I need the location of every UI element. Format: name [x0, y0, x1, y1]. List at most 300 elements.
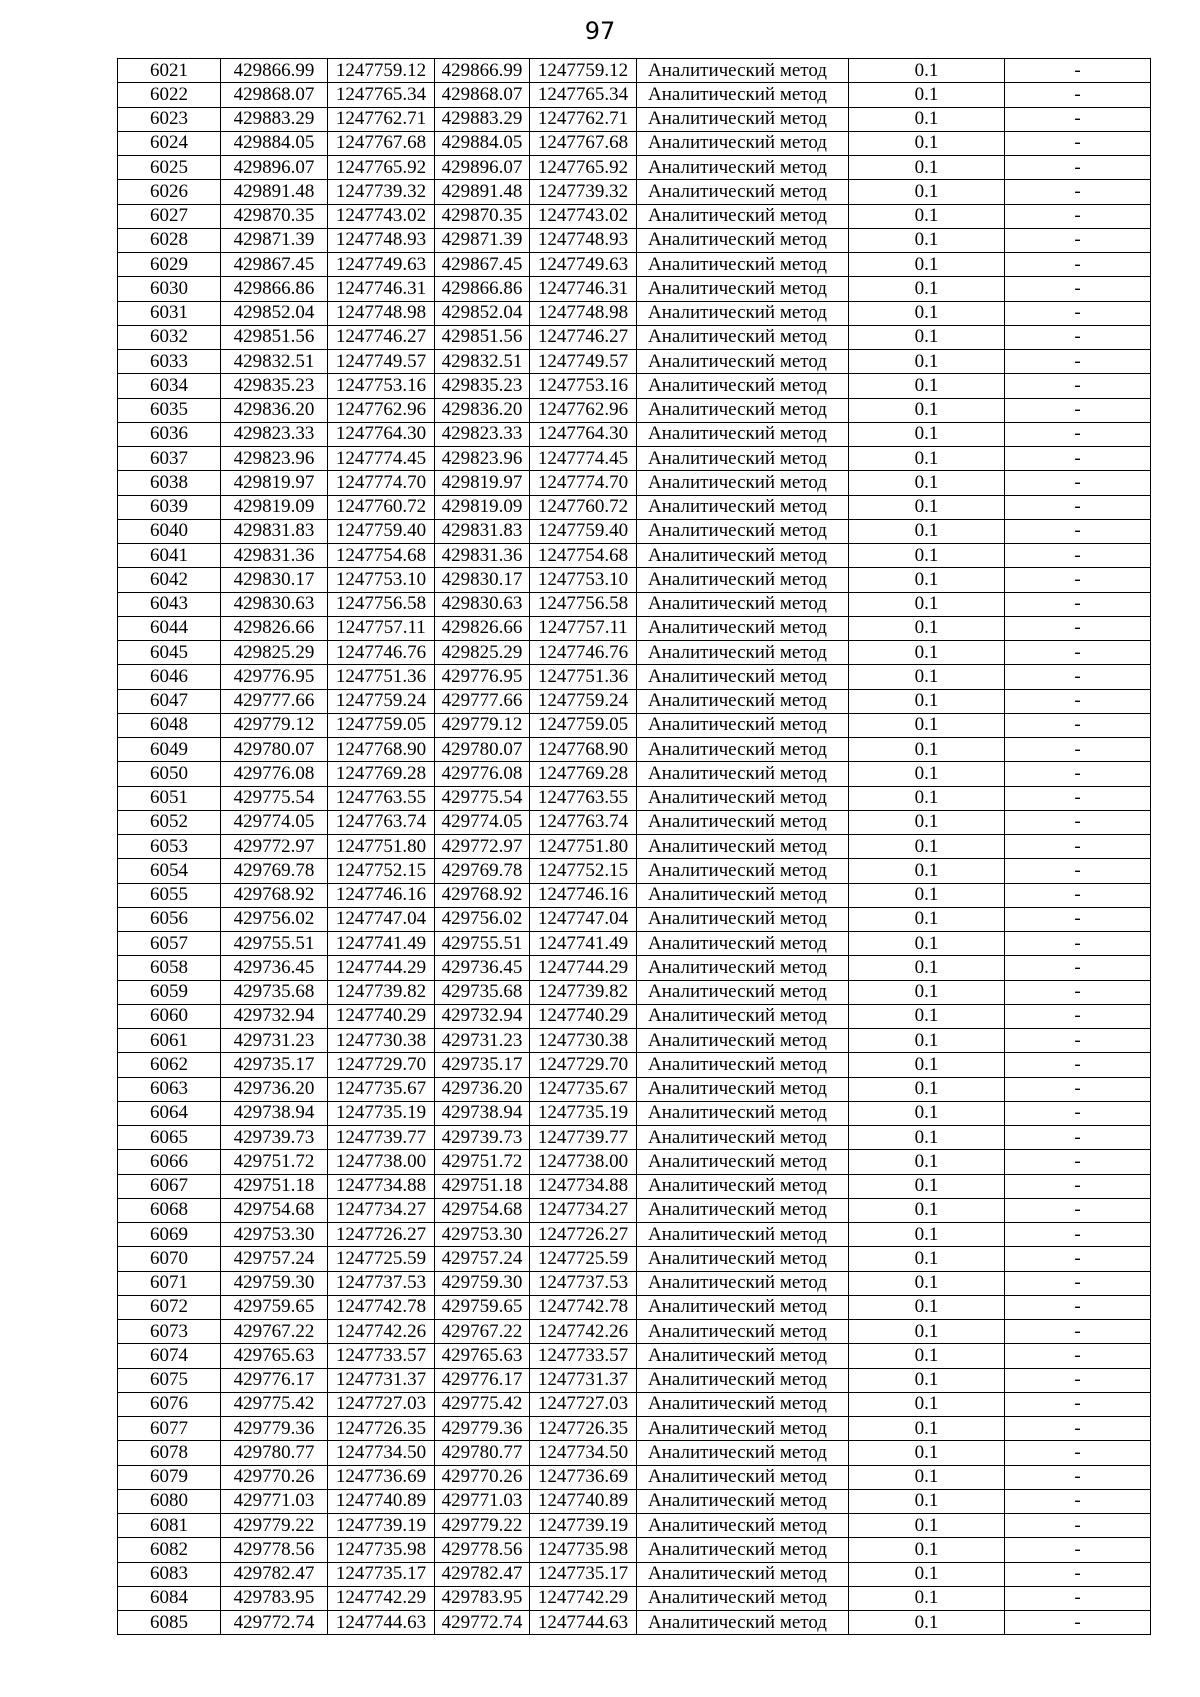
x-coordinate-repeat-cell: 429769.78: [435, 859, 530, 883]
y-coordinate-cell: 1247765.34: [328, 83, 435, 107]
table-row: [118, 932, 1151, 956]
x-coordinate-repeat-cell: 429772.97: [435, 835, 530, 859]
accuracy-cell: 0.1: [849, 883, 1005, 907]
note-cell: -: [1005, 1150, 1151, 1174]
x-coordinate-cell: 429870.35: [221, 204, 328, 228]
table-row: [118, 447, 1151, 471]
accuracy-cell: 0.1: [849, 835, 1005, 859]
note-cell: -: [1005, 1247, 1151, 1271]
accuracy-cell: 0.1: [849, 568, 1005, 592]
y-coordinate-cell: 1247744.29: [328, 956, 435, 980]
point-number-cell: 6080: [118, 1489, 221, 1513]
x-coordinate-repeat-cell: 429852.04: [435, 301, 530, 325]
x-coordinate-cell: 429767.22: [221, 1320, 328, 1344]
x-coordinate-repeat-cell: 429777.66: [435, 689, 530, 713]
y-coordinate-cell: 1247735.17: [328, 1562, 435, 1586]
y-coordinate-cell: 1247735.98: [328, 1538, 435, 1562]
point-number-cell: 6053: [118, 835, 221, 859]
point-number-cell: 6022: [118, 83, 221, 107]
table-row: [118, 519, 1151, 543]
y-coordinate-repeat-cell: 1247742.26: [530, 1320, 637, 1344]
coordinates-table-body: [118, 59, 1151, 1635]
x-coordinate-repeat-cell: 429731.23: [435, 1029, 530, 1053]
table-row: [118, 859, 1151, 883]
x-coordinate-repeat-cell: 429738.94: [435, 1101, 530, 1125]
note-cell: -: [1005, 810, 1151, 834]
y-coordinate-repeat-cell: 1247733.57: [530, 1344, 637, 1368]
x-coordinate-repeat-cell: 429759.65: [435, 1295, 530, 1319]
x-coordinate-cell: 429775.54: [221, 786, 328, 810]
y-coordinate-cell: 1247748.93: [328, 228, 435, 252]
y-coordinate-cell: 1247743.02: [328, 204, 435, 228]
table-row: [118, 131, 1151, 155]
method-cell: Аналитический метод: [637, 204, 849, 228]
y-coordinate-cell: 1247774.70: [328, 471, 435, 495]
y-coordinate-cell: 1247739.19: [328, 1514, 435, 1538]
note-cell: -: [1005, 907, 1151, 931]
x-coordinate-cell: 429871.39: [221, 228, 328, 252]
y-coordinate-repeat-cell: 1247763.55: [530, 786, 637, 810]
method-cell: Аналитический метод: [637, 398, 849, 422]
note-cell: -: [1005, 1538, 1151, 1562]
point-number-cell: 6041: [118, 544, 221, 568]
y-coordinate-cell: 1247742.78: [328, 1295, 435, 1319]
point-number-cell: 6047: [118, 689, 221, 713]
method-cell: Аналитический метод: [637, 1223, 849, 1247]
note-cell: -: [1005, 422, 1151, 446]
y-coordinate-repeat-cell: 1247749.63: [530, 253, 637, 277]
method-cell: Аналитический метод: [637, 447, 849, 471]
x-coordinate-cell: 429731.23: [221, 1029, 328, 1053]
accuracy-cell: 0.1: [849, 1392, 1005, 1416]
table-row: [118, 1077, 1151, 1101]
x-coordinate-cell: 429779.22: [221, 1514, 328, 1538]
accuracy-cell: 0.1: [849, 738, 1005, 762]
method-cell: Аналитический метод: [637, 131, 849, 155]
note-cell: -: [1005, 786, 1151, 810]
table-row: [118, 616, 1151, 640]
y-coordinate-repeat-cell: 1247740.29: [530, 1004, 637, 1028]
note-cell: -: [1005, 1562, 1151, 1586]
accuracy-cell: 0.1: [849, 1004, 1005, 1028]
table-row: [118, 471, 1151, 495]
point-number-cell: 6067: [118, 1174, 221, 1198]
x-coordinate-repeat-cell: 429753.30: [435, 1223, 530, 1247]
method-cell: Аналитический метод: [637, 228, 849, 252]
y-coordinate-cell: 1247749.63: [328, 253, 435, 277]
method-cell: Аналитический метод: [637, 1101, 849, 1125]
note-cell: -: [1005, 1271, 1151, 1295]
note-cell: -: [1005, 762, 1151, 786]
y-coordinate-repeat-cell: 1247739.32: [530, 180, 637, 204]
x-coordinate-cell: 429823.96: [221, 447, 328, 471]
point-number-cell: 6066: [118, 1150, 221, 1174]
table-row: [118, 641, 1151, 665]
x-coordinate-cell: 429836.20: [221, 398, 328, 422]
x-coordinate-cell: 429753.30: [221, 1223, 328, 1247]
point-number-cell: 6032: [118, 325, 221, 349]
y-coordinate-cell: 1247726.35: [328, 1417, 435, 1441]
point-number-cell: 6024: [118, 131, 221, 155]
method-cell: Аналитический метод: [637, 568, 849, 592]
method-cell: Аналитический метод: [637, 592, 849, 616]
accuracy-cell: 0.1: [849, 907, 1005, 931]
accuracy-cell: 0.1: [849, 253, 1005, 277]
accuracy-cell: 0.1: [849, 1271, 1005, 1295]
accuracy-cell: 0.1: [849, 1174, 1005, 1198]
point-number-cell: 6076: [118, 1392, 221, 1416]
accuracy-cell: 0.1: [849, 592, 1005, 616]
x-coordinate-repeat-cell: 429830.63: [435, 592, 530, 616]
y-coordinate-repeat-cell: 1247751.80: [530, 835, 637, 859]
note-cell: -: [1005, 325, 1151, 349]
note-cell: -: [1005, 665, 1151, 689]
method-cell: Аналитический метод: [637, 810, 849, 834]
point-number-cell: 6064: [118, 1101, 221, 1125]
x-coordinate-cell: 429819.09: [221, 495, 328, 519]
y-coordinate-repeat-cell: 1247738.00: [530, 1150, 637, 1174]
method-cell: Аналитический метод: [637, 325, 849, 349]
note-cell: -: [1005, 156, 1151, 180]
y-coordinate-repeat-cell: 1247726.27: [530, 1223, 637, 1247]
note-cell: -: [1005, 350, 1151, 374]
x-coordinate-cell: 429832.51: [221, 350, 328, 374]
x-coordinate-cell: 429772.74: [221, 1611, 328, 1635]
y-coordinate-repeat-cell: 1247759.40: [530, 519, 637, 543]
y-coordinate-repeat-cell: 1247748.98: [530, 301, 637, 325]
point-number-cell: 6048: [118, 713, 221, 737]
y-coordinate-repeat-cell: 1247735.17: [530, 1562, 637, 1586]
table-row: [118, 592, 1151, 616]
y-coordinate-repeat-cell: 1247746.76: [530, 641, 637, 665]
accuracy-cell: 0.1: [849, 107, 1005, 131]
x-coordinate-repeat-cell: 429767.22: [435, 1320, 530, 1344]
y-coordinate-cell: 1247734.88: [328, 1174, 435, 1198]
y-coordinate-repeat-cell: 1247762.96: [530, 398, 637, 422]
note-cell: -: [1005, 1295, 1151, 1319]
y-coordinate-repeat-cell: 1247747.04: [530, 907, 637, 931]
accuracy-cell: 0.1: [849, 83, 1005, 107]
accuracy-cell: 0.1: [849, 956, 1005, 980]
method-cell: Аналитический метод: [637, 374, 849, 398]
accuracy-cell: 0.1: [849, 665, 1005, 689]
y-coordinate-repeat-cell: 1247734.27: [530, 1198, 637, 1222]
method-cell: Аналитический метод: [637, 1029, 849, 1053]
y-coordinate-cell: 1247759.40: [328, 519, 435, 543]
accuracy-cell: 0.1: [849, 398, 1005, 422]
x-coordinate-repeat-cell: 429779.22: [435, 1514, 530, 1538]
x-coordinate-cell: 429776.17: [221, 1368, 328, 1392]
x-coordinate-repeat-cell: 429776.17: [435, 1368, 530, 1392]
point-number-cell: 6084: [118, 1586, 221, 1610]
accuracy-cell: 0.1: [849, 1611, 1005, 1635]
accuracy-cell: 0.1: [849, 859, 1005, 883]
accuracy-cell: 0.1: [849, 156, 1005, 180]
table-row: [118, 495, 1151, 519]
x-coordinate-cell: 429896.07: [221, 156, 328, 180]
x-coordinate-repeat-cell: 429735.68: [435, 980, 530, 1004]
method-cell: Аналитический метод: [637, 1150, 849, 1174]
y-coordinate-cell: 1247725.59: [328, 1247, 435, 1271]
note-cell: -: [1005, 1489, 1151, 1513]
y-coordinate-cell: 1247753.10: [328, 568, 435, 592]
x-coordinate-repeat-cell: 429736.45: [435, 956, 530, 980]
x-coordinate-cell: 429739.73: [221, 1126, 328, 1150]
x-coordinate-repeat-cell: 429832.51: [435, 350, 530, 374]
x-coordinate-cell: 429831.83: [221, 519, 328, 543]
y-coordinate-cell: 1247752.15: [328, 859, 435, 883]
y-coordinate-cell: 1247746.27: [328, 325, 435, 349]
y-coordinate-cell: 1247760.72: [328, 495, 435, 519]
note-cell: -: [1005, 1174, 1151, 1198]
x-coordinate-repeat-cell: 429883.29: [435, 107, 530, 131]
accuracy-cell: 0.1: [849, 1320, 1005, 1344]
table-row: [118, 1101, 1151, 1125]
x-coordinate-cell: 429826.66: [221, 616, 328, 640]
method-cell: Аналитический метод: [637, 932, 849, 956]
y-coordinate-repeat-cell: 1247730.38: [530, 1029, 637, 1053]
point-number-cell: 6065: [118, 1126, 221, 1150]
y-coordinate-repeat-cell: 1247726.35: [530, 1417, 637, 1441]
y-coordinate-cell: 1247759.12: [328, 59, 435, 83]
point-number-cell: 6027: [118, 204, 221, 228]
point-number-cell: 6068: [118, 1198, 221, 1222]
point-number-cell: 6057: [118, 932, 221, 956]
method-cell: Аналитический метод: [637, 59, 849, 83]
accuracy-cell: 0.1: [849, 301, 1005, 325]
accuracy-cell: 0.1: [849, 277, 1005, 301]
x-coordinate-cell: 429755.51: [221, 932, 328, 956]
x-coordinate-cell: 429776.08: [221, 762, 328, 786]
y-coordinate-repeat-cell: 1247740.89: [530, 1489, 637, 1513]
accuracy-cell: 0.1: [849, 350, 1005, 374]
table-row: [118, 277, 1151, 301]
x-coordinate-repeat-cell: 429779.12: [435, 713, 530, 737]
y-coordinate-cell: 1247731.37: [328, 1368, 435, 1392]
x-coordinate-cell: 429830.63: [221, 592, 328, 616]
accuracy-cell: 0.1: [849, 180, 1005, 204]
method-cell: Аналитический метод: [637, 1514, 849, 1538]
x-coordinate-repeat-cell: 429739.73: [435, 1126, 530, 1150]
accuracy-cell: 0.1: [849, 1489, 1005, 1513]
y-coordinate-repeat-cell: 1247729.70: [530, 1053, 637, 1077]
point-number-cell: 6034: [118, 374, 221, 398]
y-coordinate-repeat-cell: 1247736.69: [530, 1465, 637, 1489]
accuracy-cell: 0.1: [849, 1247, 1005, 1271]
note-cell: -: [1005, 519, 1151, 543]
accuracy-cell: 0.1: [849, 422, 1005, 446]
x-coordinate-cell: 429769.78: [221, 859, 328, 883]
x-coordinate-repeat-cell: 429836.20: [435, 398, 530, 422]
accuracy-cell: 0.1: [849, 1101, 1005, 1125]
table-row: [118, 1441, 1151, 1465]
note-cell: -: [1005, 980, 1151, 1004]
note-cell: -: [1005, 568, 1151, 592]
point-number-cell: 6025: [118, 156, 221, 180]
table-row: [118, 544, 1151, 568]
x-coordinate-cell: 429735.17: [221, 1053, 328, 1077]
y-coordinate-cell: 1247726.27: [328, 1223, 435, 1247]
point-number-cell: 6030: [118, 277, 221, 301]
note-cell: -: [1005, 398, 1151, 422]
y-coordinate-repeat-cell: 1247746.16: [530, 883, 637, 907]
y-coordinate-cell: 1247769.28: [328, 762, 435, 786]
accuracy-cell: 0.1: [849, 1223, 1005, 1247]
table-row: [118, 59, 1151, 83]
note-cell: -: [1005, 592, 1151, 616]
x-coordinate-repeat-cell: 429831.36: [435, 544, 530, 568]
note-cell: -: [1005, 204, 1151, 228]
note-cell: -: [1005, 83, 1151, 107]
table-row: [118, 228, 1151, 252]
x-coordinate-cell: 429783.95: [221, 1586, 328, 1610]
point-number-cell: 6059: [118, 980, 221, 1004]
y-coordinate-repeat-cell: 1247739.19: [530, 1514, 637, 1538]
y-coordinate-cell: 1247765.92: [328, 156, 435, 180]
x-coordinate-repeat-cell: 429819.09: [435, 495, 530, 519]
table-row: [118, 1223, 1151, 1247]
y-coordinate-cell: 1247738.00: [328, 1150, 435, 1174]
x-coordinate-cell: 429736.20: [221, 1077, 328, 1101]
method-cell: Аналитический метод: [637, 1417, 849, 1441]
method-cell: Аналитический метод: [637, 1126, 849, 1150]
x-coordinate-repeat-cell: 429735.17: [435, 1053, 530, 1077]
y-coordinate-repeat-cell: 1247727.03: [530, 1392, 637, 1416]
table-row: [118, 325, 1151, 349]
x-coordinate-repeat-cell: 429754.68: [435, 1198, 530, 1222]
method-cell: Аналитический метод: [637, 1465, 849, 1489]
y-coordinate-cell: 1247746.16: [328, 883, 435, 907]
note-cell: -: [1005, 738, 1151, 762]
y-coordinate-repeat-cell: 1247752.15: [530, 859, 637, 883]
y-coordinate-repeat-cell: 1247746.31: [530, 277, 637, 301]
x-coordinate-repeat-cell: 429870.35: [435, 204, 530, 228]
x-coordinate-repeat-cell: 429871.39: [435, 228, 530, 252]
x-coordinate-cell: 429867.45: [221, 253, 328, 277]
x-coordinate-cell: 429883.29: [221, 107, 328, 131]
point-number-cell: 6081: [118, 1514, 221, 1538]
y-coordinate-cell: 1247762.71: [328, 107, 435, 131]
method-cell: Аналитический метод: [637, 907, 849, 931]
accuracy-cell: 0.1: [849, 1053, 1005, 1077]
note-cell: -: [1005, 1320, 1151, 1344]
y-coordinate-repeat-cell: 1247725.59: [530, 1247, 637, 1271]
method-cell: Аналитический метод: [637, 1586, 849, 1610]
accuracy-cell: 0.1: [849, 1586, 1005, 1610]
method-cell: Аналитический метод: [637, 253, 849, 277]
table-row: [118, 1392, 1151, 1416]
y-coordinate-cell: 1247767.68: [328, 131, 435, 155]
method-cell: Аналитический метод: [637, 107, 849, 131]
y-coordinate-repeat-cell: 1247748.93: [530, 228, 637, 252]
point-number-cell: 6075: [118, 1368, 221, 1392]
accuracy-cell: 0.1: [849, 762, 1005, 786]
y-coordinate-cell: 1247746.31: [328, 277, 435, 301]
point-number-cell: 6060: [118, 1004, 221, 1028]
method-cell: Аналитический метод: [637, 544, 849, 568]
x-coordinate-repeat-cell: 429775.42: [435, 1392, 530, 1416]
point-number-cell: 6029: [118, 253, 221, 277]
method-cell: Аналитический метод: [637, 277, 849, 301]
table-row: [118, 907, 1151, 931]
x-coordinate-repeat-cell: 429771.03: [435, 1489, 530, 1513]
note-cell: -: [1005, 1077, 1151, 1101]
accuracy-cell: 0.1: [849, 204, 1005, 228]
table-row: [118, 1320, 1151, 1344]
x-coordinate-cell: 429768.92: [221, 883, 328, 907]
table-row: [118, 1295, 1151, 1319]
y-coordinate-repeat-cell: 1247768.90: [530, 738, 637, 762]
x-coordinate-repeat-cell: 429756.02: [435, 907, 530, 931]
note-cell: -: [1005, 1344, 1151, 1368]
y-coordinate-repeat-cell: 1247759.24: [530, 689, 637, 713]
accuracy-cell: 0.1: [849, 1344, 1005, 1368]
y-coordinate-repeat-cell: 1247746.27: [530, 325, 637, 349]
table-row: [118, 1198, 1151, 1222]
point-number-cell: 6049: [118, 738, 221, 762]
method-cell: Аналитический метод: [637, 156, 849, 180]
x-coordinate-cell: 429732.94: [221, 1004, 328, 1028]
point-number-cell: 6036: [118, 422, 221, 446]
point-number-cell: 6077: [118, 1417, 221, 1441]
method-cell: Аналитический метод: [637, 1320, 849, 1344]
table-row: [118, 738, 1151, 762]
table-row: [118, 980, 1151, 1004]
x-coordinate-repeat-cell: 429783.95: [435, 1586, 530, 1610]
x-coordinate-repeat-cell: 429891.48: [435, 180, 530, 204]
y-coordinate-cell: 1247735.67: [328, 1077, 435, 1101]
accuracy-cell: 0.1: [849, 1029, 1005, 1053]
method-cell: Аналитический метод: [637, 1077, 849, 1101]
point-number-cell: 6038: [118, 471, 221, 495]
y-coordinate-repeat-cell: 1247744.63: [530, 1611, 637, 1635]
y-coordinate-cell: 1247744.63: [328, 1611, 435, 1635]
table-row: [118, 301, 1151, 325]
x-coordinate-repeat-cell: 429776.95: [435, 665, 530, 689]
note-cell: -: [1005, 180, 1151, 204]
x-coordinate-cell: 429830.17: [221, 568, 328, 592]
accuracy-cell: 0.1: [849, 1126, 1005, 1150]
point-number-cell: 6046: [118, 665, 221, 689]
note-cell: -: [1005, 253, 1151, 277]
x-coordinate-cell: 429759.30: [221, 1271, 328, 1295]
method-cell: Аналитический метод: [637, 689, 849, 713]
x-coordinate-repeat-cell: 429866.86: [435, 277, 530, 301]
y-coordinate-cell: 1247742.26: [328, 1320, 435, 1344]
y-coordinate-repeat-cell: 1247754.68: [530, 544, 637, 568]
accuracy-cell: 0.1: [849, 471, 1005, 495]
note-cell: -: [1005, 107, 1151, 131]
accuracy-cell: 0.1: [849, 495, 1005, 519]
y-coordinate-repeat-cell: 1247765.34: [530, 83, 637, 107]
point-number-cell: 6033: [118, 350, 221, 374]
table-row: [118, 107, 1151, 131]
x-coordinate-cell: 429754.68: [221, 1198, 328, 1222]
y-coordinate-repeat-cell: 1247734.50: [530, 1441, 637, 1465]
y-coordinate-cell: 1247757.11: [328, 616, 435, 640]
accuracy-cell: 0.1: [849, 616, 1005, 640]
note-cell: -: [1005, 1586, 1151, 1610]
x-coordinate-repeat-cell: 429851.56: [435, 325, 530, 349]
method-cell: Аналитический метод: [637, 519, 849, 543]
table-row: [118, 204, 1151, 228]
point-number-cell: 6031: [118, 301, 221, 325]
accuracy-cell: 0.1: [849, 228, 1005, 252]
method-cell: Аналитический метод: [637, 1344, 849, 1368]
note-cell: -: [1005, 641, 1151, 665]
method-cell: Аналитический метод: [637, 1295, 849, 1319]
note-cell: -: [1005, 859, 1151, 883]
